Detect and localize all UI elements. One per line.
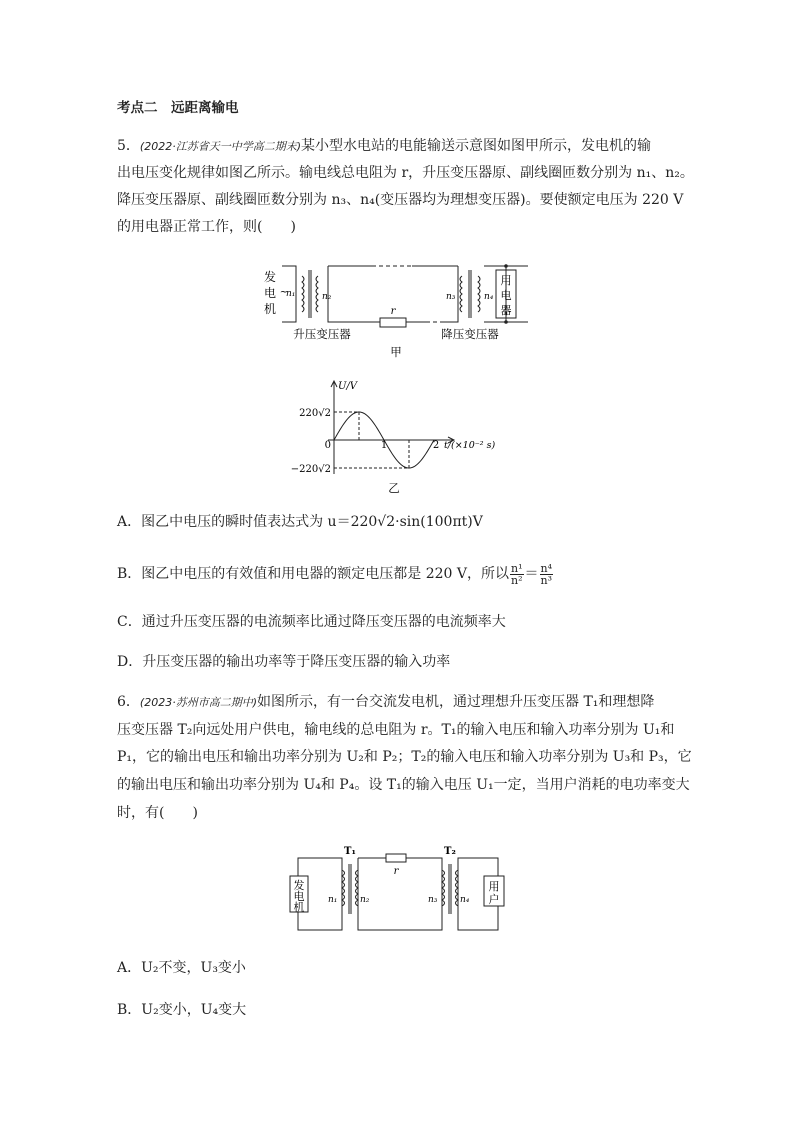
q5-line-3: 降压变压器原、副线圈匝数分别为 n₃、n₄(变压器均为理想变压器)。要使额定电压为 220 V [117,192,684,208]
q5-option-d[interactable]: D．升压变压器的输出功率等于降压变压器的输入功率 [117,654,451,670]
frac1-numerator: n¹ [511,561,523,575]
q6-source: (2023·苏州市高二期中) [139,696,257,709]
load-char-2: 电 [500,289,512,302]
coil-n1 [302,276,304,312]
resistor-r [380,318,406,327]
x-axis-label: t/(×10⁻² s) [444,440,496,451]
q5-figure-a-circuit [262,262,530,362]
q5-option-a[interactable]: A．图乙中电压的瞬时值表达式为 u＝220√2·sin(100πt)V [117,514,483,530]
q6-number: 6． [117,694,140,710]
t1-coil-n1 [342,870,345,906]
label-n3: n₃ [428,895,438,905]
q5-option-b[interactable] [117,560,554,588]
q6-line-4: 的输出电压和输出功率分别为 U₄和 P₄。设 T₁的输入电压 U₁一定，当用户消耗的电功率变大 [117,777,690,793]
coil-n4 [478,276,480,312]
q6-line-3: P₁，它的输出电压和输出功率分别为 U₂和 P₂；T₂的输入电压和输入功率分别为 U₃和 P₃，它 [117,749,692,765]
gen-char-3: 机 [293,901,305,914]
label-n1: n₁ [286,289,296,299]
load-char-3: 器 [500,304,512,317]
label-n1: n₁ [328,895,338,905]
y-axis-label: U/V [338,381,358,392]
q5-source: (2022·江苏省天一中学高二期末) [139,140,301,153]
section-title: 考点二 远距离输电 [117,100,239,116]
ac-symbol: ~ [279,287,289,298]
coil-n3 [460,276,462,312]
label-n4: n₄ [460,895,470,905]
q5-option-b-fraction-2 [540,563,554,586]
gen-char-3: 机 [263,302,277,316]
q6-line-5: 时，有( ) [117,805,198,821]
label-n4: n₄ [484,292,494,302]
junction-top [504,264,508,268]
junction-bottom [504,320,508,324]
figure-b-caption: 乙 [388,481,400,495]
load-char-1: 用 [500,274,512,287]
resistor-r [386,854,406,862]
t2-coil-n3 [442,870,445,906]
figure-a-caption: 甲 [390,345,402,359]
gen-char-1: 发 [263,270,277,284]
q6-text-1: 如图所示，有一台交流发电机，通过理想升压变压器 T₁和理想降 [257,694,655,710]
q5-text-1: 某小型水电站的电能输送示意图如图甲所示，发电机的输 [301,138,651,154]
q5-option-b-text: B．图乙中电压的有效值和用电器的额定电压都是 220 V，所以 [117,566,510,582]
label-n2: n₂ [322,292,332,302]
y-tick-neg: −220√2 [290,464,331,475]
q6-line-2: 压变压器 T₂向远处用户供电，输电线的总电阻为 r。T₁的输入电压和输入功率分别为 U₁和 [117,722,675,738]
q5-option-c[interactable]: C．通过升压变压器的电流频率比通过降压变压器的电流频率大 [117,614,506,630]
coil-n2 [316,276,318,312]
q5-line-4: 的用电器正常工作，则( ) [117,219,296,235]
x-tick-1: 1 [380,440,388,451]
q5-option-b-equals: ＝ [524,566,539,582]
user-char-2: 户 [488,893,500,906]
q6-line-1 [117,692,654,713]
gen-char-2: 电 [263,286,277,300]
label-r: r [393,866,399,877]
gen-char-2: 电 [293,890,305,903]
line-bottom-a [328,266,380,322]
frac2-denominator: n³ [540,573,553,587]
label-r: r [390,306,396,317]
label-n2: n₂ [360,895,370,905]
step-down-label: 降压变压器 [441,327,499,341]
t2-label: T₂ [444,846,456,857]
q5-line-2: 出电压变化规律如图乙所示。输电线总电阻为 r，升压变压器原、副线圈匝数分别为 n₁、n₂。 [117,165,694,181]
step-up-label: 升压变压器 [293,327,351,341]
q6-option-a[interactable]: A．U₂不变，U₃变小 [117,960,246,976]
user-char-1: 用 [488,880,500,893]
frac1-denominator: n² [511,573,523,587]
transmission-loop [358,858,442,930]
frac2-numerator: n⁴ [540,561,553,575]
y-tick-pos: 220√2 [299,408,331,419]
q6-figure-circuit [286,842,506,934]
q6-option-b[interactable]: B．U₂变小，U₄变大 [117,1002,247,1018]
origin-label: 0 [324,440,331,451]
label-n3: n₃ [446,292,456,302]
q5-line-1 [117,136,651,157]
q5-figure-b-graph [290,378,510,504]
t1-label: T₁ [344,846,356,857]
gen-char-1: 发 [293,879,305,892]
q5-option-b-fraction-1 [510,563,524,586]
x-tick-2: 2 [432,440,440,451]
q5-number: 5． [117,138,140,154]
